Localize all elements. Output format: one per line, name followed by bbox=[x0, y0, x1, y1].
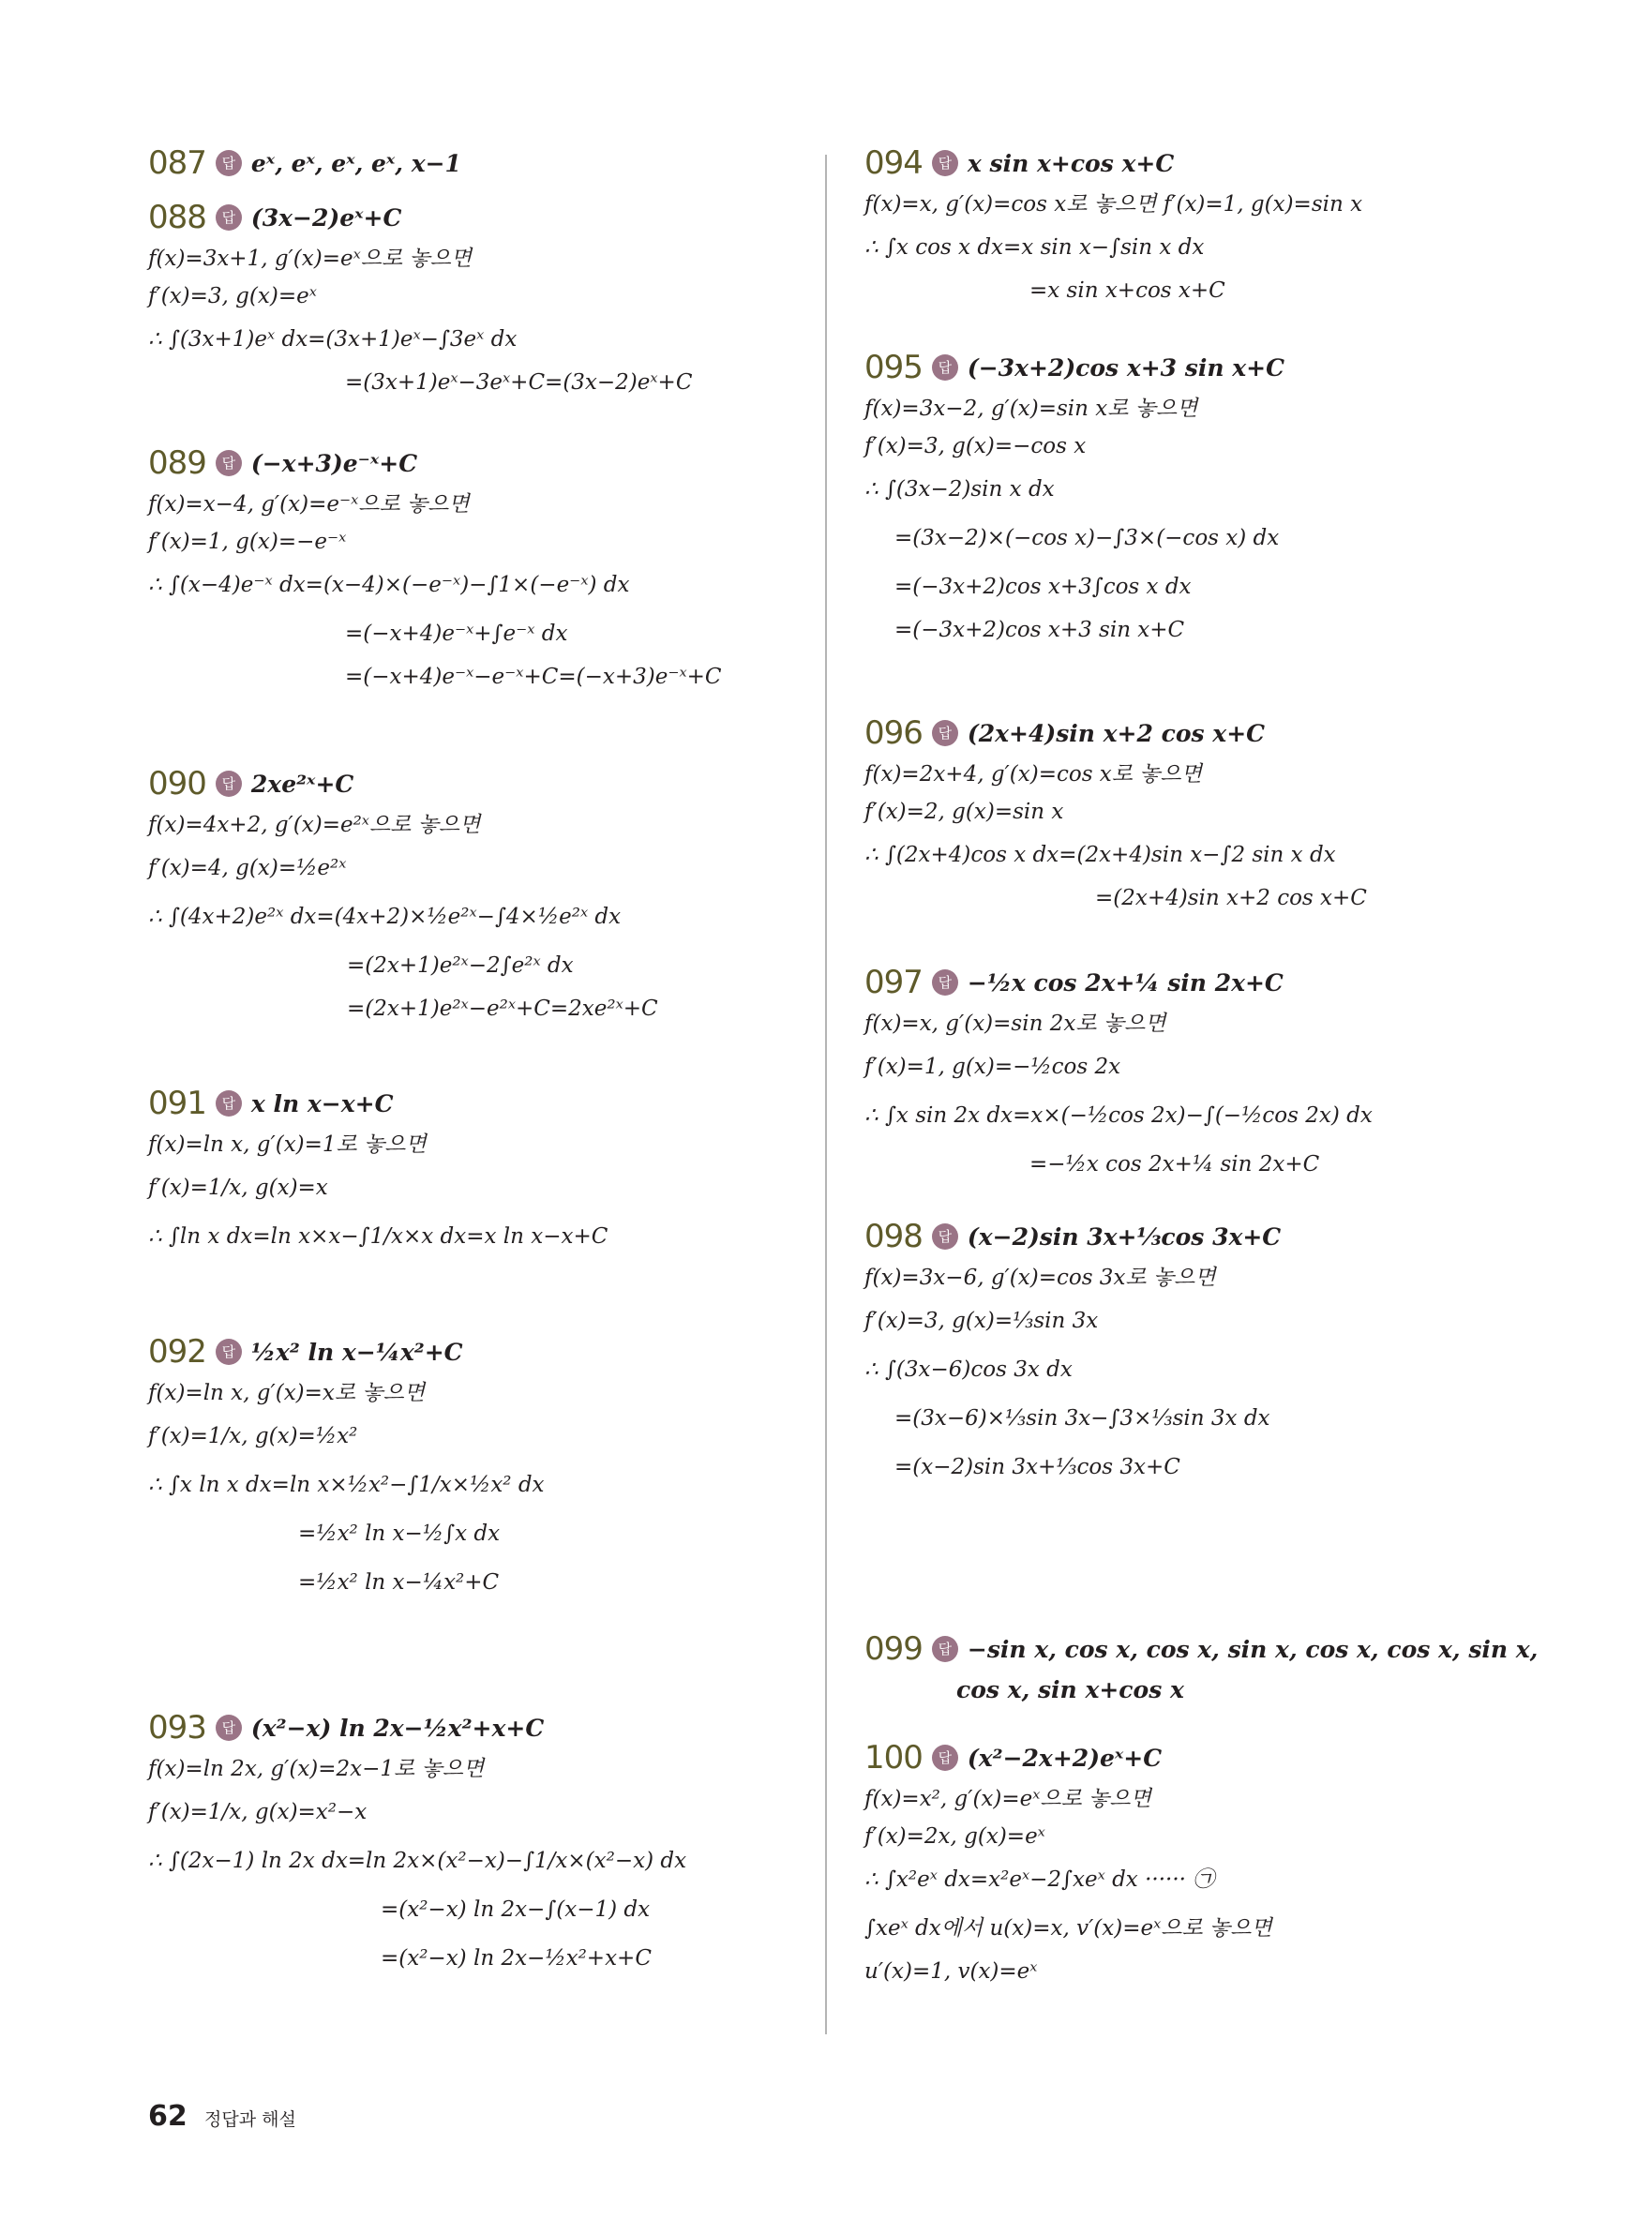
answer-badge: 답 bbox=[216, 150, 242, 176]
answer-text: (−x+3)e⁻ˣ+C bbox=[250, 449, 418, 477]
solution-line: f(x)=ln x, g′(x)=x로 놓으면 bbox=[148, 1381, 426, 1405]
problem-header bbox=[148, 441, 823, 486]
answer-badge: 답 bbox=[216, 204, 242, 231]
solution-line: f(x)=x, g′(x)=cos x로 놓으면 f′(x)=1, g(x)=sin x bbox=[864, 192, 1363, 217]
answer-text: −sin x, cos x, cos x, sin x, cos x, cos x, sin x, bbox=[967, 1635, 1539, 1663]
answer-badge: 답 bbox=[932, 150, 958, 176]
problem-header bbox=[148, 141, 823, 186]
answer-text: x ln x−x+C bbox=[250, 1089, 394, 1117]
footer-section-title: 정답과 해설 bbox=[204, 2109, 296, 2130]
problem-number: 094 bbox=[864, 144, 923, 182]
solution-line: =(2x+1)e²ˣ−e²ˣ+C=2xe²ˣ+C bbox=[347, 997, 658, 1021]
problem-number: 096 bbox=[864, 714, 923, 752]
solution-line: f′(x)=1, g(x)=−e⁻ˣ bbox=[148, 530, 347, 554]
problem-098 bbox=[864, 1214, 1539, 1492]
solution-line: f(x)=3x−6, g′(x)=cos 3x로 놓으면 bbox=[864, 1266, 1216, 1290]
problem-header bbox=[148, 761, 823, 806]
problem-number: 099 bbox=[864, 1630, 923, 1668]
problem-header bbox=[148, 1329, 823, 1374]
solution-line: f′(x)=1/x, g(x)=x²−x bbox=[148, 1800, 368, 1824]
solution-line: f(x)=2x+4, g′(x)=cos x로 놓으면 bbox=[864, 762, 1202, 787]
solution-line: f′(x)=1, g(x)=−½cos 2x bbox=[864, 1055, 1121, 1079]
solution-line: f′(x)=3, g(x)=⅓sin 3x bbox=[864, 1309, 1099, 1333]
solution-line: ∫xeˣ dx에서 u(x)=x, v′(x)=eˣ으로 놓으면 bbox=[864, 1916, 1272, 1941]
problem-number: 089 bbox=[148, 444, 206, 482]
problem-number: 092 bbox=[148, 1333, 206, 1371]
problem-number: 091 bbox=[148, 1085, 206, 1122]
answer-text: (x−2)sin 3x+⅓cos 3x+C bbox=[967, 1222, 1282, 1251]
problem-number: 087 bbox=[148, 144, 206, 182]
answer-badge: 답 bbox=[216, 450, 242, 476]
solution-line: f′(x)=2x, g(x)=eˣ bbox=[864, 1824, 1045, 1849]
solution-line: f(x)=x, g′(x)=sin 2x로 놓으면 bbox=[864, 1012, 1166, 1036]
answer-text: −½x cos 2x+¼ sin 2x+C bbox=[967, 968, 1284, 997]
solution-line: ∴ ∫(x−4)e⁻ˣ dx=(x−4)×(−e⁻ˣ)−∫1×(−e⁻ˣ) dx bbox=[148, 573, 630, 597]
answer-badge: 답 bbox=[932, 969, 958, 996]
solution-line: =(−x+4)e⁻ˣ+∫e⁻ˣ dx bbox=[345, 622, 568, 646]
solution-line: =½x² ln x−¼x²+C bbox=[298, 1570, 500, 1595]
problem-header bbox=[864, 345, 1539, 390]
answer-text: eˣ, eˣ, eˣ, eˣ, x−1 bbox=[250, 149, 461, 177]
solution-line: f′(x)=2, g(x)=sin x bbox=[864, 800, 1064, 824]
solution-line: =½x² ln x−½∫x dx bbox=[298, 1522, 501, 1546]
solution-line: f′(x)=3, g(x)=eˣ bbox=[148, 284, 317, 308]
solution-line: f(x)=3x+1, g′(x)=eˣ으로 놓으면 bbox=[148, 247, 473, 271]
solution-line: ∴ ∫x cos x dx=x sin x−∫sin x dx bbox=[864, 235, 1205, 260]
problem-header bbox=[864, 1627, 1539, 1672]
problem-header bbox=[864, 141, 1539, 186]
answer-text: (3x−2)eˣ+C bbox=[250, 203, 402, 232]
solution-line: f(x)=4x+2, g′(x)=e²ˣ으로 놓으면 bbox=[148, 813, 481, 837]
problem-header bbox=[148, 195, 823, 240]
solution-line: ∴ ∫(2x−1) ln 2x dx=ln 2x×(x²−x)−∫1/x×(x²−x) dx bbox=[148, 1849, 687, 1873]
problem-097 bbox=[864, 960, 1539, 1189]
answer-text: 2xe²ˣ+C bbox=[250, 770, 354, 798]
solution-line: =(−3x+2)cos x+3 sin x+C bbox=[894, 618, 1185, 642]
solution-line: f′(x)=4, g(x)=½e²ˣ bbox=[148, 856, 347, 880]
solution-line: ∴ ∫(2x+4)cos x dx=(2x+4)sin x−∫2 sin x dx bbox=[864, 843, 1336, 867]
solution-line: u′(x)=1, v(x)=eˣ bbox=[864, 1959, 1038, 1984]
answer-text: ½x² ln x−¼x²+C bbox=[250, 1338, 463, 1366]
solution-line: =(−3x+2)cos x+3∫cos x dx bbox=[894, 575, 1192, 599]
problem-header bbox=[864, 1735, 1539, 1780]
solution-line: f(x)=3x−2, g′(x)=sin x로 놓으면 bbox=[864, 397, 1198, 421]
answer-badge: 답 bbox=[932, 720, 958, 746]
solution-line: =(−x+4)e⁻ˣ−e⁻ˣ+C=(−x+3)e⁻ˣ+C bbox=[345, 665, 722, 689]
solution-line: =(x−2)sin 3x+⅓cos 3x+C bbox=[894, 1455, 1180, 1479]
answer-badge: 답 bbox=[932, 1745, 958, 1771]
answer-badge: 답 bbox=[216, 1090, 242, 1117]
solution-line: =(3x−2)×(−cos x)−∫3×(−cos x) dx bbox=[894, 526, 1280, 550]
column-divider bbox=[825, 155, 827, 2034]
solution-line: =(x²−x) ln 2x−∫(x−1) dx bbox=[381, 1897, 651, 1922]
problem-number: 098 bbox=[864, 1218, 923, 1255]
problem-header bbox=[864, 711, 1539, 756]
solution-line: =(2x+4)sin x+2 cos x+C bbox=[1095, 886, 1367, 910]
problem-number: 095 bbox=[864, 349, 923, 386]
answer-text: (−3x+2)cos x+3 sin x+C bbox=[967, 353, 1284, 382]
solution-line: ∴ ∫(3x−6)cos 3x dx bbox=[864, 1357, 1073, 1382]
solution-line: ∴ ∫x ln x dx=ln x×½x²−∫1/x×½x² dx bbox=[148, 1473, 545, 1497]
answer-text: (x²−2x+2)eˣ+C bbox=[967, 1744, 1163, 1772]
answer-badge: 답 bbox=[932, 1636, 958, 1662]
problem-091 bbox=[148, 1081, 823, 1261]
solution-line: =−½x cos 2x+¼ sin 2x+C bbox=[1029, 1152, 1320, 1177]
problem-header bbox=[864, 1214, 1539, 1259]
answer-badge: 답 bbox=[932, 354, 958, 381]
solution-line: f′(x)=3, g(x)=−cos x bbox=[864, 434, 1087, 458]
answer-badge: 답 bbox=[216, 1715, 242, 1741]
problem-093 bbox=[148, 1705, 823, 1983]
problem-092 bbox=[148, 1329, 823, 1607]
problem-090 bbox=[148, 761, 823, 1027]
problem-096 bbox=[864, 711, 1539, 917]
problem-088 bbox=[148, 195, 823, 401]
solution-line: ∴ ∫x sin 2x dx=x×(−½cos 2x)−∫(−½cos 2x) dx bbox=[864, 1103, 1373, 1128]
answer-text-continued: cos x, sin x+cos x bbox=[956, 1676, 1184, 1703]
answer-badge: 답 bbox=[216, 1339, 242, 1365]
answer-badge: 답 bbox=[932, 1223, 958, 1250]
problem-number: 088 bbox=[148, 199, 206, 236]
solution-line: =(x²−x) ln 2x−½x²+x+C bbox=[381, 1946, 652, 1971]
problem-094 bbox=[864, 141, 1539, 309]
solution-line: f(x)=ln 2x, g′(x)=2x−1로 놓으면 bbox=[148, 1757, 485, 1781]
solution-line: ∴ ∫(4x+2)e²ˣ dx=(4x+2)×½e²ˣ−∫4×½e²ˣ dx bbox=[148, 905, 622, 929]
problem-number: 097 bbox=[864, 964, 923, 1001]
answer-text: (2x+4)sin x+2 cos x+C bbox=[967, 719, 1266, 747]
solution-line: ∴ ∫(3x+1)eˣ dx=(3x+1)eˣ−∫3eˣ dx bbox=[148, 327, 518, 352]
problem-089 bbox=[148, 441, 823, 696]
answer-text: (x²−x) ln 2x−½x²+x+C bbox=[250, 1714, 545, 1742]
solution-line: ∴ ∫(3x−2)sin x dx bbox=[864, 477, 1055, 502]
answer-text: x sin x+cos x+C bbox=[967, 149, 1175, 177]
answer-badge: 답 bbox=[216, 771, 242, 797]
problem-header bbox=[864, 960, 1539, 1005]
problem-number: 093 bbox=[148, 1709, 206, 1747]
problem-100 bbox=[864, 1735, 1539, 1990]
solution-line: ∴ ∫x²eˣ dx=x²eˣ−2∫xeˣ dx ······ ㉠ bbox=[864, 1867, 1215, 1892]
solution-line: f(x)=x−4, g′(x)=e⁻ˣ으로 놓으면 bbox=[148, 492, 470, 517]
solution-line: =(3x−6)×⅓sin 3x−∫3×⅓sin 3x dx bbox=[894, 1406, 1270, 1431]
problem-number: 100 bbox=[864, 1739, 923, 1777]
solution-line: =x sin x+cos x+C bbox=[1029, 278, 1225, 303]
solution-line: f(x)=x², g′(x)=eˣ으로 놓으면 bbox=[864, 1787, 1151, 1811]
problem-095 bbox=[864, 345, 1539, 649]
solution-line: =(2x+1)e²ˣ−2∫e²ˣ dx bbox=[347, 953, 574, 978]
problem-header bbox=[148, 1705, 823, 1750]
problem-header bbox=[148, 1081, 823, 1126]
solution-line: f′(x)=1/x, g(x)=x bbox=[148, 1176, 328, 1200]
solution-line: =(3x+1)eˣ−3eˣ+C=(3x−2)eˣ+C bbox=[345, 370, 693, 395]
page-number: 62 bbox=[148, 2100, 188, 2133]
problem-number: 090 bbox=[148, 765, 206, 802]
solution-line: f(x)=ln x, g′(x)=1로 놓으면 bbox=[148, 1132, 427, 1157]
solution-line: f′(x)=1/x, g(x)=½x² bbox=[148, 1424, 358, 1448]
problem-087 bbox=[148, 141, 823, 186]
problem-099 bbox=[864, 1627, 1539, 1709]
solution-line: ∴ ∫ln x dx=ln x×x−∫1/x×x dx=x ln x−x+C bbox=[148, 1224, 608, 1249]
